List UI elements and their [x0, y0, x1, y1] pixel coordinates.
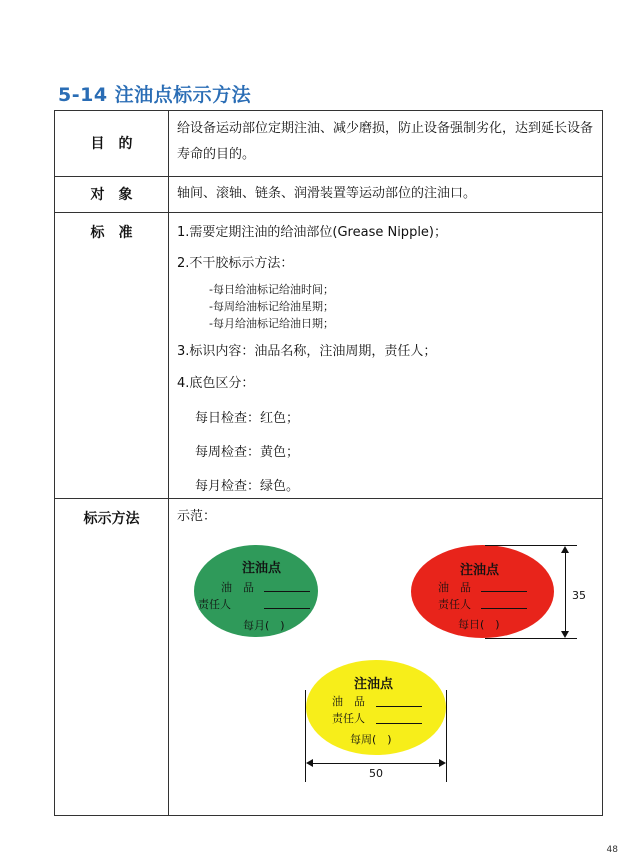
label-yellow-oil-line	[376, 706, 422, 707]
dim-width-line	[310, 763, 442, 764]
label-red-oil: 油 品	[438, 581, 471, 594]
standard-item: 3.标识内容：油品名称，注油周期，责任人；	[177, 344, 437, 359]
row-label-object: 对 象	[55, 177, 169, 212]
label-red-oval	[411, 545, 554, 638]
dim-width-arrow-left-icon	[306, 759, 313, 767]
standard-color-item: 每日检查：红色；	[195, 411, 300, 426]
standard-subitem: -每周给油标记给油星期；	[209, 300, 334, 313]
page-title: 5-14 注油点标示方法	[58, 84, 252, 106]
dim-height-value: 35	[572, 589, 586, 602]
dim-width-left-line	[305, 690, 306, 782]
label-green-oval	[194, 545, 318, 637]
label-green-owner: 责任人	[198, 598, 231, 611]
standard-color-item: 每周检查：黄色；	[195, 445, 300, 460]
label-red-cycle: 每日( )	[458, 618, 500, 631]
row-text-purpose: 给设备运动部位定期注油、减少磨损，防止设备强制劣化，达到延长设备寿命的目的。	[177, 121, 594, 162]
dim-width-arrow-right-icon	[439, 759, 446, 767]
row-text-object: 轴间、滚轴、链条、润滑装置等运动部位的注油口。	[177, 186, 477, 201]
label-yellow-owner: 责任人	[332, 712, 365, 725]
row-method-intro	[169, 499, 602, 815]
dim-height-line	[565, 549, 566, 634]
label-red-title: 注油点	[460, 563, 500, 578]
row-label-purpose: 目 的	[55, 111, 169, 176]
standard-subitem: -每月给油标记给油日期；	[209, 317, 334, 330]
label-red-owner: 责任人	[438, 598, 471, 611]
standard-item: 1.需要定期注油的给油部位(Grease Nipple)；	[177, 225, 447, 240]
row-label-method: 标示方法	[55, 499, 169, 815]
row-label-standard: 标 准	[55, 213, 169, 498]
standard-item: 2.不干胶标示方法：	[177, 256, 294, 271]
standard-subitem: -每日给油标记给油时间；	[209, 283, 334, 296]
dim-width-value: 50	[369, 767, 383, 780]
row-object	[55, 177, 602, 213]
row-standard-content	[169, 213, 602, 498]
label-green-cycle: 每月( )	[243, 619, 285, 632]
row-standard	[55, 213, 602, 499]
dim-width-right-line	[446, 690, 447, 782]
row-method	[55, 499, 602, 815]
dim-height-arrow-down-icon	[561, 631, 569, 638]
label-green-title: 注油点	[242, 561, 282, 576]
label-green-oil-line	[264, 591, 310, 592]
label-yellow-owner-line	[376, 723, 422, 724]
dim-height-bottom-line	[485, 638, 577, 639]
dim-height-arrow-up-icon	[561, 546, 569, 553]
label-yellow-oval	[306, 660, 446, 755]
label-yellow-oil: 油 品	[332, 695, 365, 708]
label-yellow-title: 注油点	[354, 677, 394, 692]
method-intro-text: 示范：	[177, 509, 217, 524]
label-red-owner-line	[481, 608, 527, 609]
standard-item: 4.底色区分：	[177, 376, 255, 391]
label-red-oil-line	[481, 591, 527, 592]
label-yellow-cycle: 每周( )	[350, 733, 392, 746]
row-purpose	[55, 111, 602, 177]
standard-color-item: 每月检查：绿色。	[195, 479, 300, 494]
label-green-oil: 油 品	[221, 581, 254, 594]
label-green-owner-line	[264, 608, 310, 609]
page-number: 48	[606, 845, 618, 855]
